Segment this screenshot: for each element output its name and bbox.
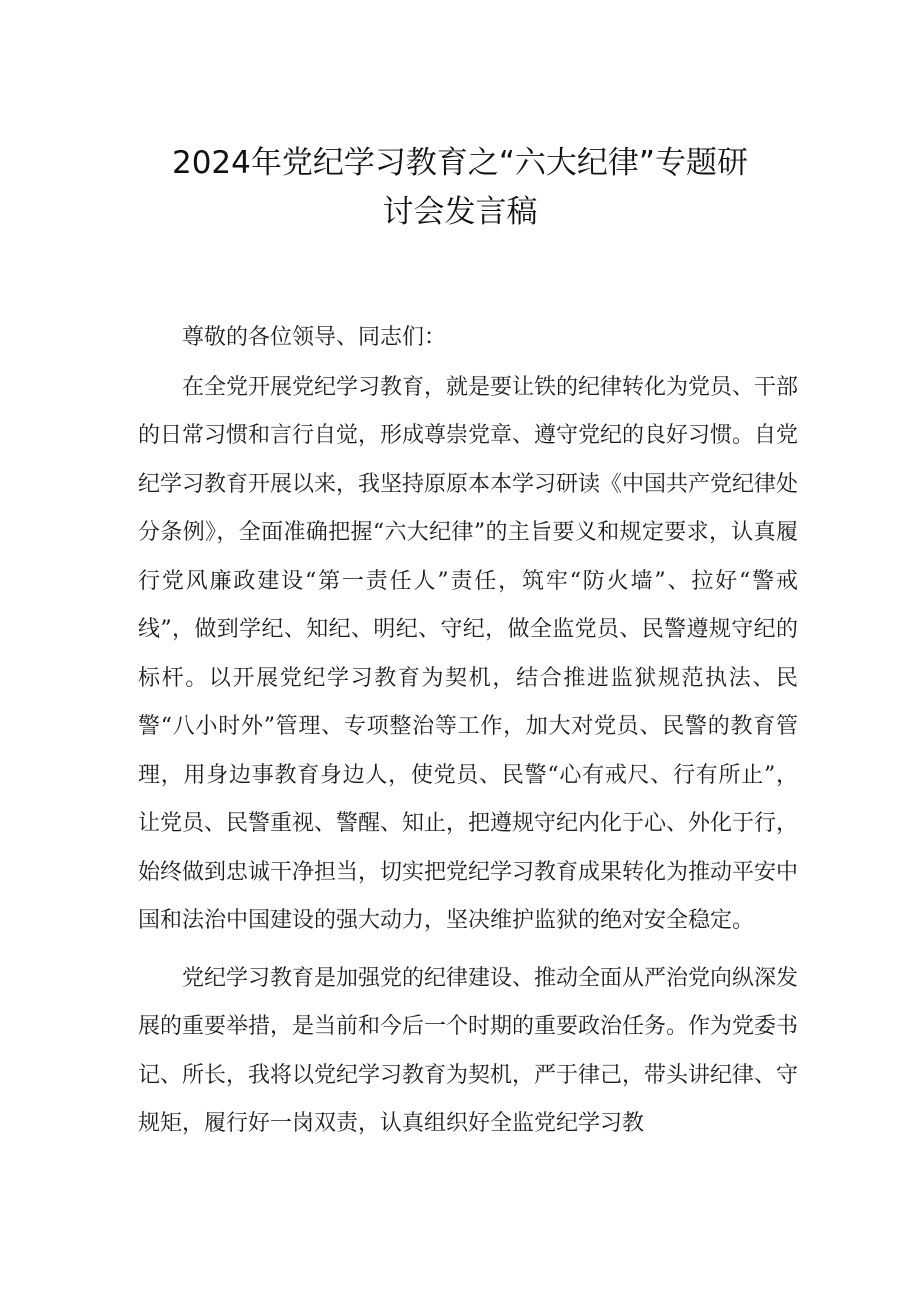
paragraph-2: 党纪学习教育是加强党的纪律建设、推动全面从严治党向纵深发展的重要举措，是当前和今后一个时期的重要政治任务。作为党委书记、所长，我将以党纪学习教育为契机，严于律己，带头讲纪律、守规矩，履行好一岗双责，认真组织好全监党纪学习教 xyxy=(138,965,799,1136)
document-title-line-2: 讨会发言稿 xyxy=(382,194,538,230)
salutation: 尊敬的各位领导、同志们： xyxy=(182,325,447,350)
document-title-line-1: 2024年党纪学习教育之“六大纪律”专题研 xyxy=(171,145,748,181)
paragraph-1: 在全党开展党纪学习教育，就是要让铁的纪律转化为党员、干部的日常习惯和言行自觉，形成尊崇党章、遵守党纪的良好习惯。自党纪学习教育开展以来，我坚持原原本本学习研读《中国共产党纪律处分条例》，全面准确把握“六大纪律”的主旨要义和规定要求，认真履行党风廉政建设“第一责任人”责任，筑牢“防火墙”、拉好“警戒线”，做到学纪、知纪、明纪、守纪，做全监党员、民警遵规守纪的标杆。以开展党纪学习教育为契机，结合推进监狱规范执法、民警“八小时外”管理、专项整治等工作，加大对党员、民警的教育管理，用身边事教育身边人，使党员、民警“心有戒尺、行有所止”，让党员、民警重视、警醒、知止，把遵规守纪内化于心、外化于行，始终做到忠诚干净担当，切实把党纪学习教育成果转化为推动平安中国和法治中国建设的强大动力，坚决维护监狱的绝对安全稳定。 xyxy=(138,374,799,933)
document-body xyxy=(138,314,798,1149)
